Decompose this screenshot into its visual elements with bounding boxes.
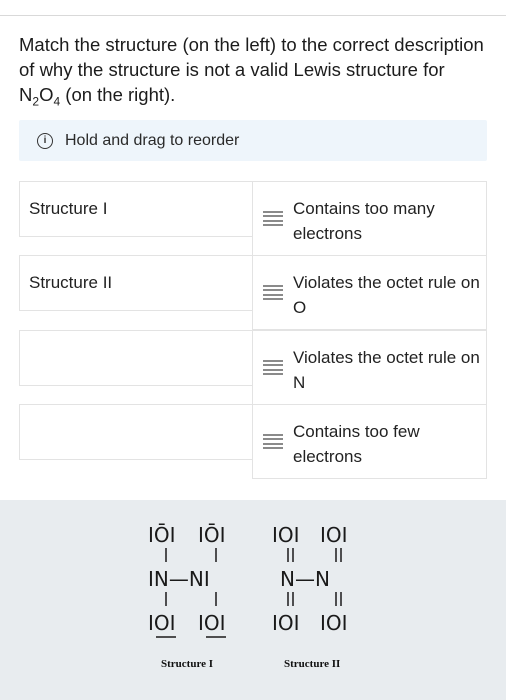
s2-o-top-left: IOI xyxy=(272,523,300,547)
question-text-o: O xyxy=(39,84,54,105)
question-prompt xyxy=(19,32,489,115)
drag-handle-icon[interactable] xyxy=(263,285,283,300)
s1-o-top-left: IŌI xyxy=(148,523,176,547)
s1-o-bottom-left: IOI xyxy=(148,611,176,635)
s2-o-bottom-right: IOI xyxy=(320,611,348,635)
draggable-item-2[interactable] xyxy=(252,255,487,330)
question-text-end: (on the right). xyxy=(60,84,176,105)
hint-text: Hold and drag to reorder xyxy=(65,131,240,149)
structure-1-caption: Structure I xyxy=(161,658,214,670)
s2-o-bottom-left: IOI xyxy=(272,611,300,635)
lewis-structures-svg xyxy=(0,500,506,700)
subscript-4: 4 xyxy=(53,94,61,109)
item-description: Contains too few electrons xyxy=(293,422,420,466)
draggable-item-3[interactable] xyxy=(252,330,487,405)
draggable-item-1[interactable] xyxy=(252,181,487,256)
draggable-item-4[interactable] xyxy=(252,404,487,479)
item-description: Contains too many electrons xyxy=(293,199,435,243)
structure-2-drawing xyxy=(272,523,348,635)
structure-1-drawing xyxy=(148,523,226,637)
lewis-structures-figure xyxy=(0,500,506,700)
s1-n-row: IN—NI xyxy=(148,567,210,591)
left-slot-4[interactable] xyxy=(19,404,252,460)
item-description: Violates the octet rule on O xyxy=(293,273,480,317)
drag-handle-icon[interactable] xyxy=(263,360,283,375)
left-slot-label: Structure I xyxy=(29,199,108,218)
left-slot-2[interactable] xyxy=(19,255,252,311)
top-divider xyxy=(0,15,506,16)
left-slot-1[interactable] xyxy=(19,181,252,237)
s1-o-top-right: IŌI xyxy=(198,523,226,547)
structure-2-caption: Structure II xyxy=(284,658,341,670)
s1-o-bottom-right: IOI xyxy=(198,611,226,635)
s2-o-top-right: IOI xyxy=(320,523,348,547)
question-text: Match the structure (on the left) to the correct description of why the structure is not a valid Lewis structure for N xyxy=(19,34,484,105)
drag-handle-icon[interactable] xyxy=(263,434,283,449)
item-description: Violates the octet rule on N xyxy=(293,348,480,392)
info-icon: i xyxy=(37,133,53,149)
left-slot-label: Structure II xyxy=(29,273,113,292)
reorder-hint-banner xyxy=(19,120,487,161)
subscript-2: 2 xyxy=(32,94,40,109)
s2-n-row: N—N xyxy=(280,567,330,591)
drag-handle-icon[interactable] xyxy=(263,211,283,226)
left-slot-3[interactable] xyxy=(19,330,252,386)
